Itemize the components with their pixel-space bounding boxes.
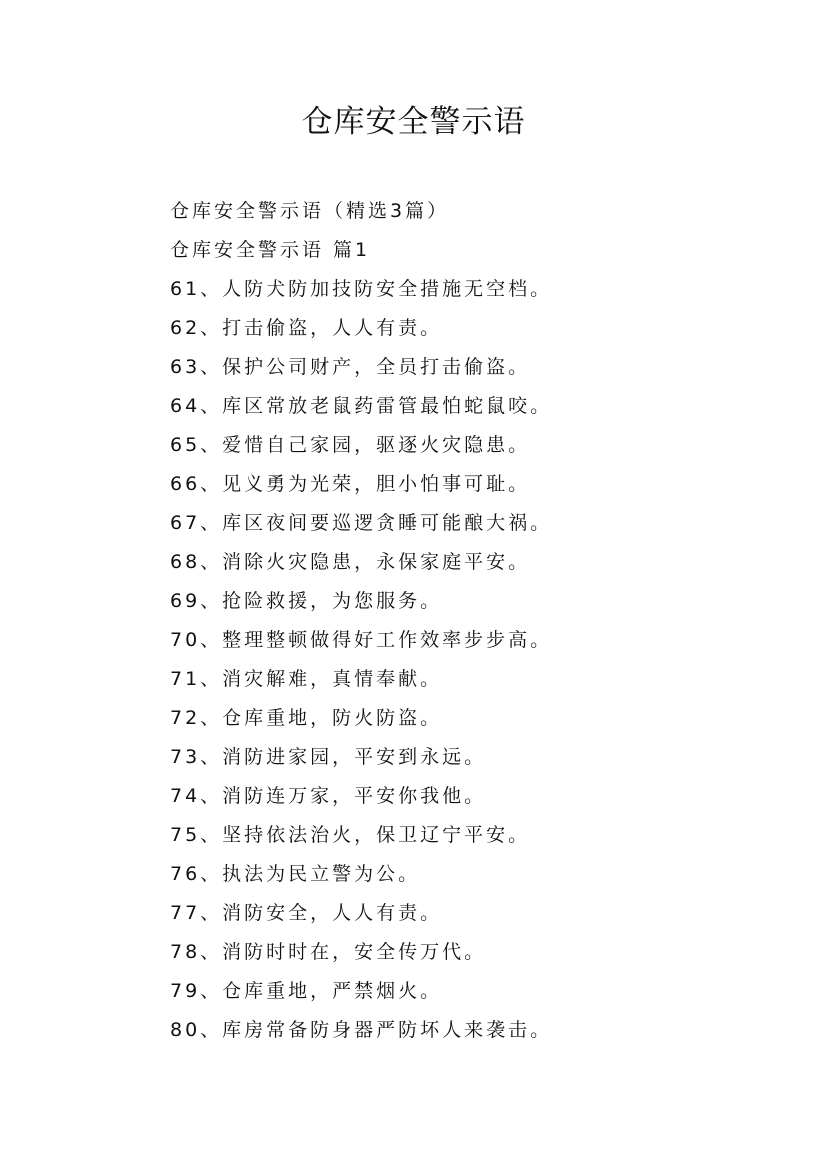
list-item: 65、爱惜自己家园，驱逐火灾隐患。: [170, 434, 531, 456]
list-item: 74、消防连万家，平安你我他。: [170, 785, 487, 807]
list-item: 80、库房常备防身器严防坏人来袭击。: [170, 1019, 553, 1041]
list-item: 67、库区夜间要巡逻贪睡可能酿大祸。: [170, 512, 553, 534]
list-item: 63、保护公司财产，全员打击偷盗。: [170, 356, 531, 378]
list-item: 71、消灾解难，真情奉献。: [170, 668, 443, 690]
list-item: 70、整理整顿做得好工作效率步步高。: [170, 629, 553, 651]
document-body: [170, 192, 770, 1050]
list-item: 72、仓库重地，防火防盗。: [170, 707, 443, 729]
subtitle-line: 仓库安全警示语（精选3篇）: [170, 200, 450, 222]
page-title: 仓库安全警示语: [301, 104, 526, 140]
list-item: 66、见义勇为光荣，胆小怕事可耻。: [170, 473, 531, 495]
list-item: 78、消防时时在，安全传万代。: [170, 941, 487, 963]
list-item: 69、抢险救援，为您服务。: [170, 590, 443, 612]
list-item: 73、消防进家园，平安到永远。: [170, 746, 487, 768]
list-item: 64、库区常放老鼠药雷管最怕蛇鼠咬。: [170, 395, 553, 417]
list-item: 62、打击偷盗，人人有责。: [170, 317, 443, 339]
list-item: 76、执法为民立警为公。: [170, 863, 421, 885]
section-heading: 仓库安全警示语 篇1: [170, 239, 371, 261]
list-item: 68、消除火灾隐患，永保家庭平安。: [170, 551, 531, 573]
list-item: 61、人防犬防加技防安全措施无空档。: [170, 278, 553, 300]
list-item: 79、仓库重地，严禁烟火。: [170, 980, 443, 1002]
list-item: 75、坚持依法治火，保卫辽宁平安。: [170, 824, 531, 846]
list-item: 77、消防安全，人人有责。: [170, 902, 443, 924]
